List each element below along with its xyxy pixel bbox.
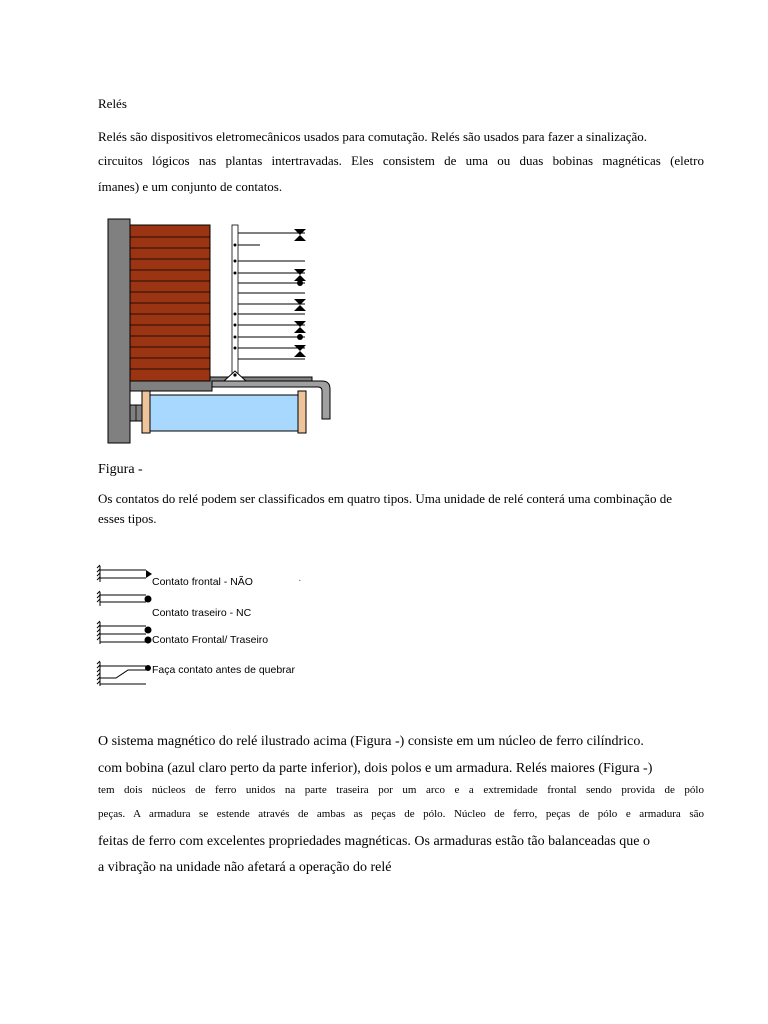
relay-push-rod	[232, 225, 238, 375]
contact-types-symbols	[96, 562, 156, 692]
intro-line-3: ímanes) e um conjunto de contatos.	[98, 179, 283, 194]
body-line-4: peças. A armadura se estende através de ambas as peças de pólo. Núcleo de ferro, peças de pólo e armadura são	[98, 808, 704, 820]
figure-caption: Figura -	[98, 462, 143, 477]
legend-stray-dot: ·	[298, 576, 302, 587]
contact-type-front-back: Contato Frontal/ Traseiro	[152, 634, 269, 646]
body-line-3: tem dois núcleos de ferro unidos na parte traseira por um arco e a extremidade frontal sendo provida de pólo	[98, 784, 704, 796]
contact-lines	[238, 233, 305, 359]
front-contact-symbol	[97, 565, 146, 582]
intro-line-1: Relés são dispositivos eletromecânicos usados para comutação. Relés são usados para fazer a sinalização.	[98, 129, 648, 144]
relay-coil	[130, 225, 210, 385]
relay-back-plate	[108, 219, 130, 443]
document-heading: Relés	[98, 96, 127, 111]
contact-type-back: Contato traseiro - NC	[152, 607, 252, 619]
front-back-contact-symbol	[97, 621, 146, 644]
body-line-1: O sistema magnético do relé ilustrado acima (Figura -) consiste em um núcleo de ferro cilíndrico.	[98, 734, 644, 749]
types-line-2: esses tipos.	[98, 511, 157, 526]
relay-diagram	[100, 215, 335, 447]
contact-type-make-before-break: Faça contato antes de quebrar	[152, 664, 296, 676]
body-line-2: com bobina (azul claro perto da parte inferior), dois polos e um armadura. Relés maiores (Figura -)	[98, 761, 653, 776]
make-before-break-symbol	[97, 661, 146, 686]
back-contact-symbol	[97, 591, 146, 606]
intro-line-2: circuitos lógicos nas plantas intertravadas. Eles consistem de uma ou duas bobinas magnéticas (eletro	[98, 153, 704, 168]
relay-core-end-left	[142, 391, 150, 433]
contact-type-front: Contato frontal - NÃO	[152, 576, 253, 588]
body-line-6: a vibração na unidade não afetará a operação do relé	[98, 860, 392, 875]
body-line-5: feitas de ferro com excelentes propriedades magnéticas. Os armaduras estão tão balanceadas que o	[98, 834, 650, 849]
types-line-1: Os contatos do relé podem ser classificados em quatro tipos. Uma unidade de relé conterá uma combinação de	[98, 491, 672, 506]
relay-iron-core	[148, 395, 300, 431]
relay-core-end-right	[298, 391, 306, 433]
